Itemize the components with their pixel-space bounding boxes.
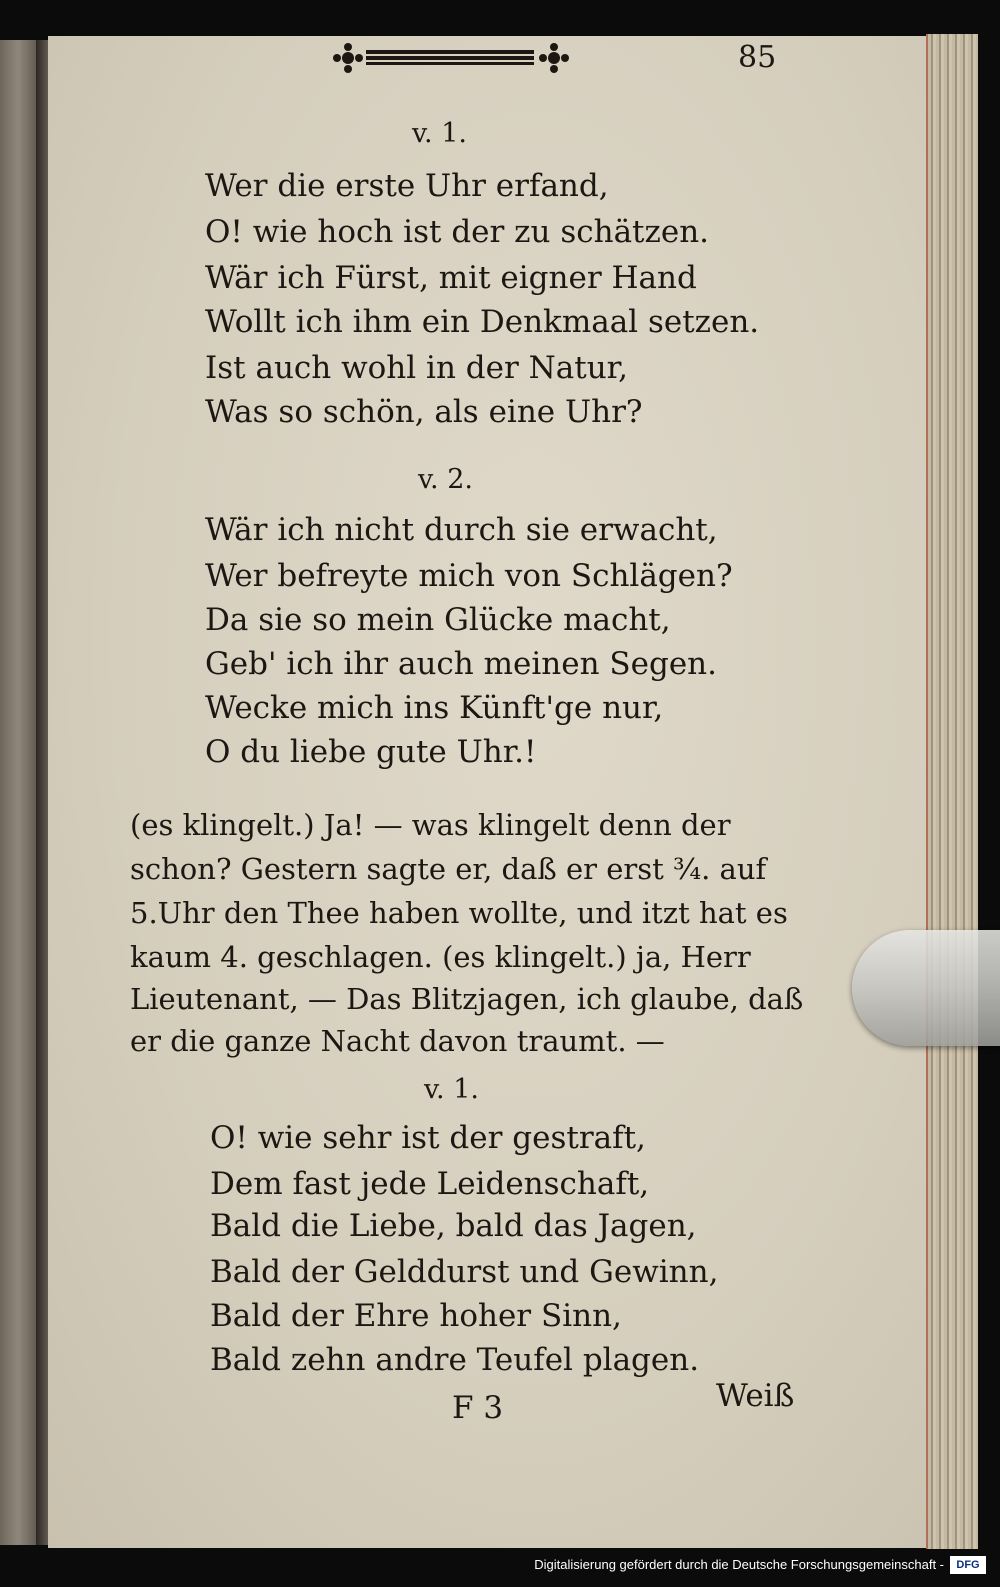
- verse-heading-2: v. 2.: [418, 464, 473, 495]
- previous-page-edge: [0, 40, 40, 1545]
- catchword: Weiß: [716, 1378, 795, 1414]
- prose-line: 5.Uhr den Thee haben wollte, und itzt hat es: [130, 896, 788, 930]
- prose-line: (es klingelt.) Ja! — was klingelt denn der: [130, 808, 731, 842]
- verse-line: O du liebe gute Uhr.!: [205, 734, 537, 770]
- verse-line: Bald der Gelddurst und Gewinn,: [210, 1254, 719, 1290]
- footer-credit: Digitalisierung gefördert durch die Deutsche Forschungsgemeinschaft -: [534, 1557, 944, 1572]
- prose-line: er die ganze Nacht davon traumt. —: [130, 1024, 665, 1058]
- page-stack-edge: [928, 34, 978, 1550]
- verse-line: Wär ich nicht durch sie erwacht,: [205, 512, 718, 548]
- verse-line: Was so schön, als eine Uhr?: [205, 394, 643, 430]
- verse-line: Geb' ich ihr auch meinen Segen.: [205, 646, 717, 682]
- verse-line: Wollt ich ihm ein Denkmaal setzen.: [205, 304, 760, 340]
- verse-line: Bald zehn andre Teufel plagen.: [210, 1342, 700, 1378]
- verse-line: Bald die Liebe, bald das Jagen,: [210, 1208, 697, 1244]
- dfg-logo: DFG: [950, 1556, 986, 1574]
- page-number: 85: [738, 40, 777, 75]
- verse-line: Da sie so mein Glücke macht,: [205, 602, 671, 638]
- prose-line: kaum 4. geschlagen. (es klingelt.) ja, Herr: [130, 940, 751, 974]
- verse-heading-3: v. 1.: [424, 1074, 479, 1105]
- verse-line: Wer befreyte mich von Schlägen?: [205, 558, 733, 594]
- verse-heading-1: v. 1.: [412, 118, 467, 149]
- header-ornament: [330, 40, 572, 76]
- page-clip: [852, 930, 1000, 1046]
- verse-line: O! wie sehr ist der gestraft,: [210, 1120, 646, 1156]
- verse-line: Wer die erste Uhr erfand,: [205, 168, 609, 204]
- prose-line: schon? Gestern sagte er, daß er erst ¾. auf: [130, 852, 767, 886]
- prose-line: Lieutenant, — Das Blitzjagen, ich glaube, daß: [130, 982, 804, 1016]
- verse-line: Bald der Ehre hoher Sinn,: [210, 1298, 622, 1334]
- verse-line: Ist auch wohl in der Natur,: [205, 350, 628, 386]
- verse-line: Wecke mich ins Künft'ge nur,: [205, 690, 664, 726]
- verse-line: Dem fast jede Leidenschaft,: [210, 1166, 650, 1202]
- signature-mark: F 3: [452, 1390, 504, 1426]
- verse-line: Wär ich Fürst, mit eigner Hand: [205, 260, 697, 296]
- verse-line: O! wie hoch ist der zu schätzen.: [205, 214, 710, 250]
